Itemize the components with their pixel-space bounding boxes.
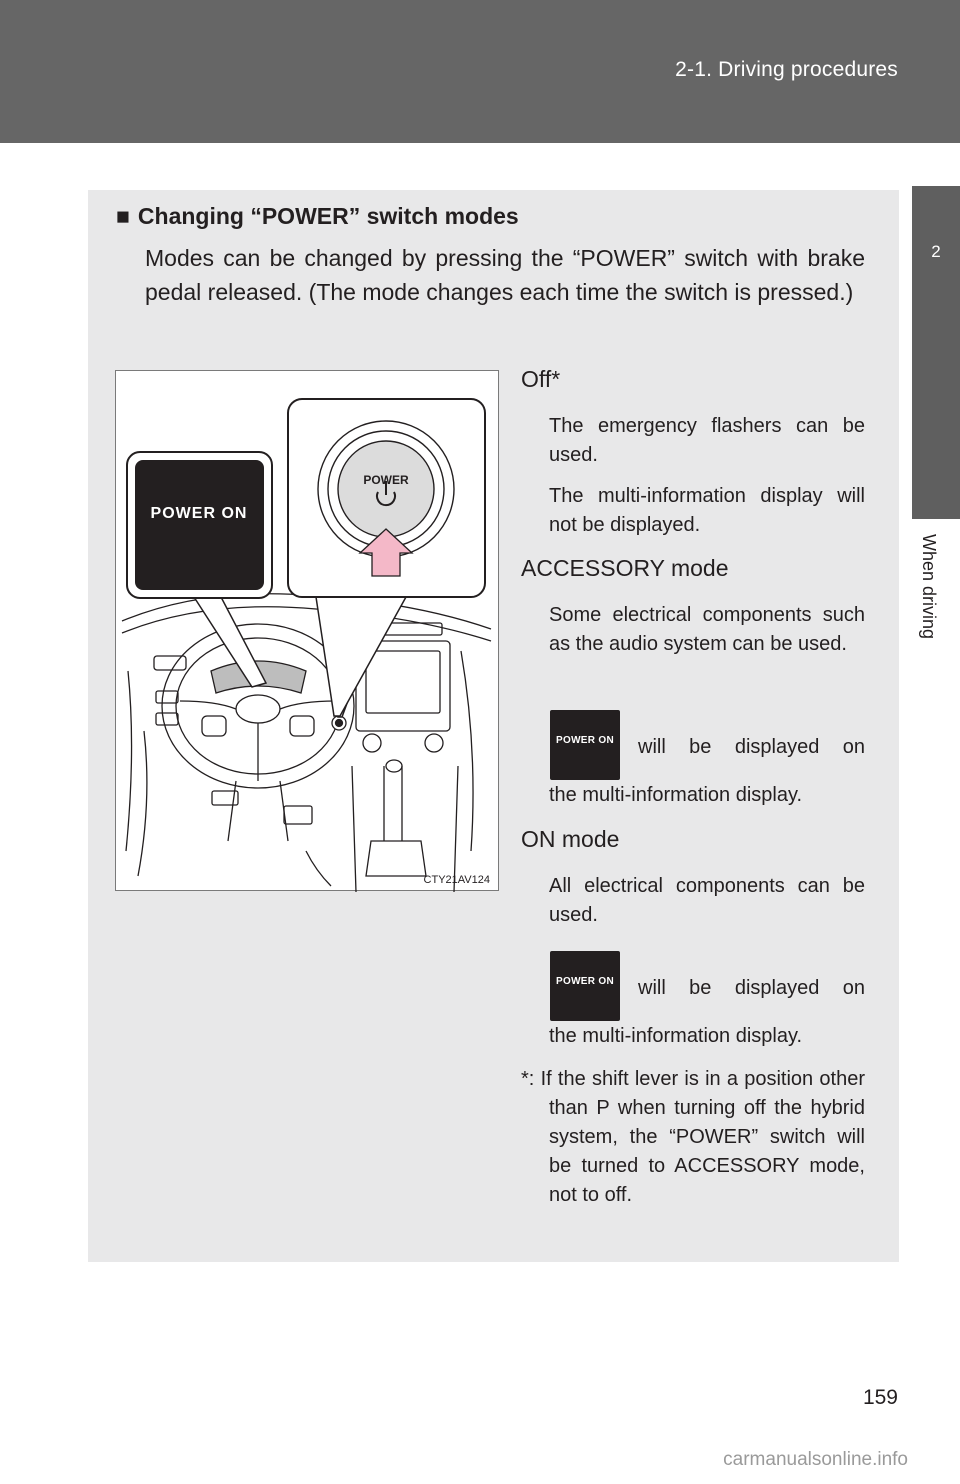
figure-button-text: POWER <box>363 473 409 487</box>
chapter-tab <box>912 186 960 519</box>
dashboard-drawing <box>116 371 500 892</box>
heading-title: Changing “POWER” switch modes <box>137 203 519 229</box>
section-title: 2-1. Driving procedures <box>675 58 898 81</box>
mode-on-display-line-2: the multi-information display. <box>549 1025 803 1047</box>
chapter-number: 2 <box>931 242 941 261</box>
mode-accessory-display-line-1: will be displayed on <box>638 736 865 758</box>
mode-off-title: Off* <box>521 366 561 392</box>
mode-off-line-2: The multi-information display will not be displayed. <box>549 485 865 536</box>
power-switch-illustration <box>115 370 499 891</box>
page-number: 159 <box>862 1386 898 1409</box>
power-on-display-icon: POWER ON <box>550 710 620 780</box>
figure-display-text: POWER ON <box>150 505 248 522</box>
heading-bullet: ■ <box>116 203 130 229</box>
power-on-display-icon: POWER ON <box>550 951 620 1021</box>
watermark: carmanualsonline.info <box>723 1449 908 1470</box>
chapter-label: When driving <box>919 534 939 640</box>
page-header <box>0 0 960 143</box>
intro-paragraph: Modes can be changed by pressing the “POWER” switch with brake pedal released. (The mode changes each time the switch is pressed.) <box>145 245 865 305</box>
mode-accessory-title: ACCESSORY mode <box>521 555 729 581</box>
figure-code: CTY21AV124 <box>423 874 490 886</box>
section-heading <box>116 203 519 230</box>
mode-on-title: ON mode <box>521 826 620 852</box>
mode-on-display-line-1: will be displayed on <box>638 977 865 999</box>
mode-on-line-1: All electrical components can be used. <box>549 875 865 926</box>
mode-accessory-display-line-2: the multi-information display. <box>549 784 803 806</box>
footnote: *: If the shift lever is in a position other than P when turning off the hybrid system, the “POWER” switch will be turned to ACCESSORY mode, not to off. <box>521 1068 865 1206</box>
mode-accessory-line-1: Some electrical components such as the audio system can be used. <box>549 604 865 655</box>
mode-off-line-1: The emergency flashers can be used. <box>549 415 865 466</box>
